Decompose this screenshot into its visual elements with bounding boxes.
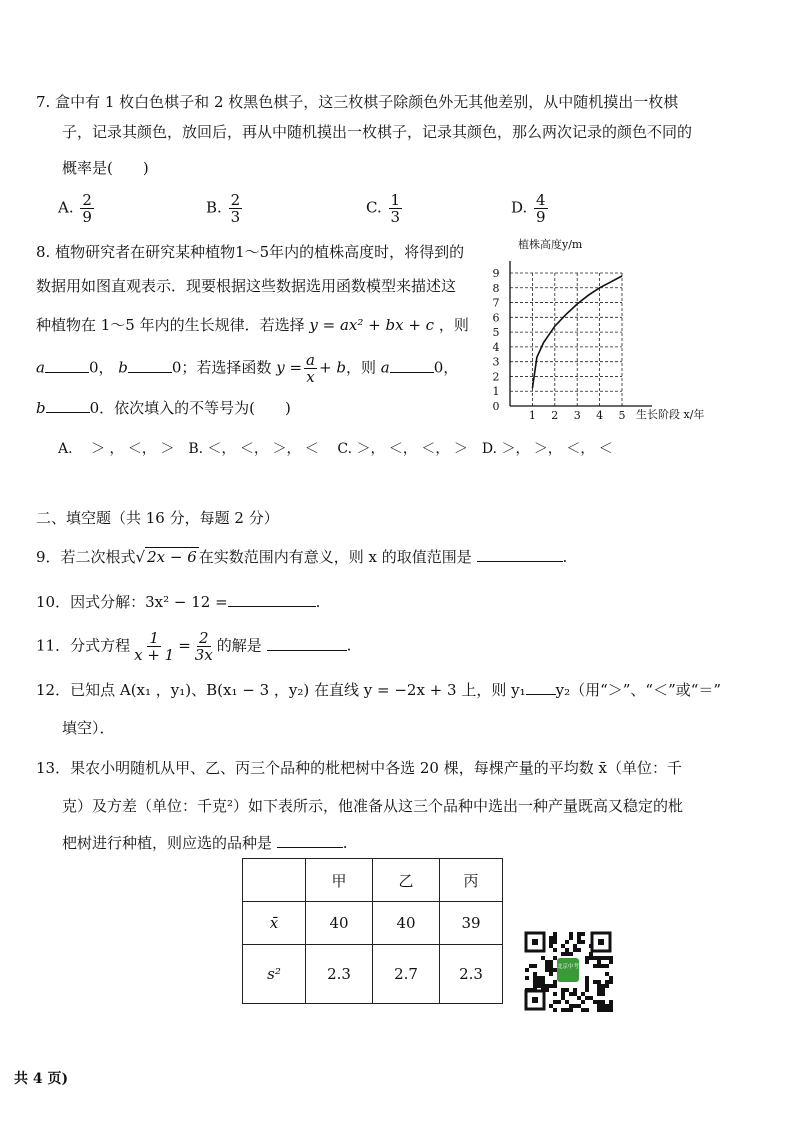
- answer-blank: [228, 592, 316, 607]
- table-cell: 2.3: [440, 945, 503, 1004]
- y-tick-label: 3: [492, 355, 500, 369]
- x-tick-label: 1: [528, 409, 536, 422]
- variety-data-table: [242, 858, 503, 1004]
- q11-fraction-left: $\frac{1}{x + 1}$: [134, 629, 175, 664]
- q7-option-c-fraction: $\frac{1}{3}$: [390, 191, 401, 226]
- q8-line4: a 0， b 0；若选择函数 y = $\frac{a}{x}$ + b，则 a 0，: [36, 351, 459, 386]
- q8-number: 8.: [36, 243, 51, 261]
- q8-options: A. ＞ ， ＜， ＞ B. ＜， ＜， ＞， ＜ C. ＞， ＜， ＜， ＞ D. ＞， ＞， ＜， ＜: [58, 441, 613, 457]
- q7-option-b-fraction: $\frac{2}{3}$: [230, 191, 241, 226]
- answer-blank: [45, 358, 89, 373]
- q8-quadratic-formula: y = ax² + bx + c: [309, 316, 435, 334]
- table-cell: 39: [440, 902, 503, 945]
- qr-code-icon: [523, 930, 613, 1012]
- q13-line2: 克）及方差（单位：千克²）如下表所示，他准备从这三个品种中选出一种产量既高又稳定的枇: [62, 797, 684, 815]
- table-row: [243, 902, 503, 945]
- q7-number: 7.: [36, 93, 51, 111]
- q8-text1: 植物研究者在研究某种植物1～5年内的植株高度时，将得到的: [55, 243, 465, 261]
- q7-line3: 概率是( ): [62, 159, 149, 177]
- answer-blank: [267, 636, 347, 651]
- table-cell: s²: [243, 945, 306, 1004]
- table-header-cell: 甲: [306, 859, 373, 902]
- y-tick-label: 9: [492, 267, 500, 280]
- plant-growth-chart: [486, 236, 705, 424]
- chart-tick-labels: [493, 267, 626, 422]
- table-cell: 40: [306, 902, 373, 945]
- chart-axes: [510, 261, 652, 406]
- sqrt-sign: √: [135, 548, 146, 566]
- q7-text1: 盒中有 1 枚白色棋子和 2 枚黑色棋子，这三枚棋子除颜色外无其他差别，从中随机摸出一枚棋: [55, 93, 679, 111]
- y-tick-label: 8: [492, 281, 500, 295]
- x-tick-label: 2: [551, 409, 559, 422]
- chart-grid: [510, 273, 622, 406]
- q11-fraction-right: $\frac{2}{3x}$: [194, 629, 213, 664]
- x-tick-label: 5: [618, 409, 626, 422]
- table-row: [243, 945, 503, 1004]
- table-cell: x̄: [243, 902, 306, 945]
- q11: 11．分式方程 $\frac{1}{x + 1}$ = $\frac{2}{3x}$ 的解是 .: [36, 629, 352, 664]
- y-tick-label: 2: [492, 370, 500, 384]
- y-tick-label: 7: [492, 296, 500, 310]
- table-header-cell: [243, 859, 306, 902]
- q8-line1: [36, 242, 464, 262]
- section-title: 二、填空题（共 16 分，每题 2 分）: [36, 509, 279, 527]
- answer-blank: [390, 358, 434, 373]
- q10: 10．因式分解：3x² − 12 = .: [36, 593, 321, 611]
- q13-line3: 杷树进行种植，则应选的品种是 .: [62, 834, 348, 852]
- table-header-row: [243, 859, 503, 902]
- q7-line2: 子，记录其颜色，放回后，再从中随机摸出一枚棋子，记录其颜色，那么两次记录的颜色不同的: [62, 123, 693, 141]
- table-header-cell: 丙: [440, 859, 503, 902]
- y-tick-label: 5: [492, 326, 500, 340]
- q8-line2: 数据用如图直观表示．现要根据这些数据选用函数模型来描述这: [36, 277, 457, 295]
- q8-line3: 种植物在 1～5 年内的生长规律．若选择 y = ax² + bx + c ，则: [36, 316, 469, 334]
- q9: 9．若二次根式√ 2x − 6 在实数范围内有意义，则 x 的取值范围是 .: [36, 548, 568, 566]
- q7-option-b: B. $\frac{2}{3}$: [206, 191, 241, 226]
- chart-ylabel: 植株高度y/m: [518, 238, 583, 251]
- qr-logo-text: 北京中考: [556, 964, 580, 970]
- q13-line1: 13．果农小明随机从甲、乙、丙三个品种的枇杷树中各选 20 棵，每棵产量的平均数 x̄（单位：千: [36, 759, 682, 777]
- chart-xlabel: 生长阶段 x/年: [636, 408, 705, 421]
- y-tick-label: 1: [492, 385, 500, 399]
- x-tick-label: 4: [596, 409, 604, 422]
- q8-line5: b 0．依次填入的不等号为( ): [36, 399, 291, 417]
- y-tick-label: 0: [492, 400, 500, 413]
- page-footer: 共 4 页): [14, 1071, 69, 1087]
- q7-line1: [36, 92, 678, 112]
- q7-option-c: C. $\frac{1}{3}$: [366, 191, 401, 226]
- q7-option-a: A. $\frac{2}{9}$: [58, 191, 92, 226]
- q7-option-a-fraction: $\frac{2}{9}$: [82, 191, 92, 226]
- answer-blank: [46, 398, 90, 413]
- q12-line2: 填空）．: [62, 719, 115, 737]
- table-cell: 40: [373, 902, 440, 945]
- table-cell: 2.7: [373, 945, 440, 1004]
- q9-radicand: 2x − 6: [147, 548, 197, 566]
- y-tick-label: 6: [492, 311, 500, 325]
- answer-blank: [277, 833, 343, 848]
- answer-blank: [477, 547, 563, 562]
- y-tick-label: 4: [492, 340, 500, 354]
- q12-line1: 12．已知点 A(x₁ ，y₁)、B(x₁ − 3 ，y₂) 在直线 y = −2x + 3 上，则 y₁ y₂（用“＞”、“＜”或“＝”: [36, 681, 722, 699]
- q8-inverse-fraction: $\frac{a}{x}$: [306, 351, 315, 386]
- q7-option-d: D. $\frac{4}{9}$: [511, 191, 546, 226]
- table-cell: 2.3: [306, 945, 373, 1004]
- q7-option-d-fraction: $\frac{4}{9}$: [536, 191, 546, 226]
- answer-blank: [128, 358, 172, 373]
- answer-blank: [526, 680, 556, 695]
- x-tick-label: 3: [573, 409, 581, 422]
- table-header-cell: 乙: [373, 859, 440, 902]
